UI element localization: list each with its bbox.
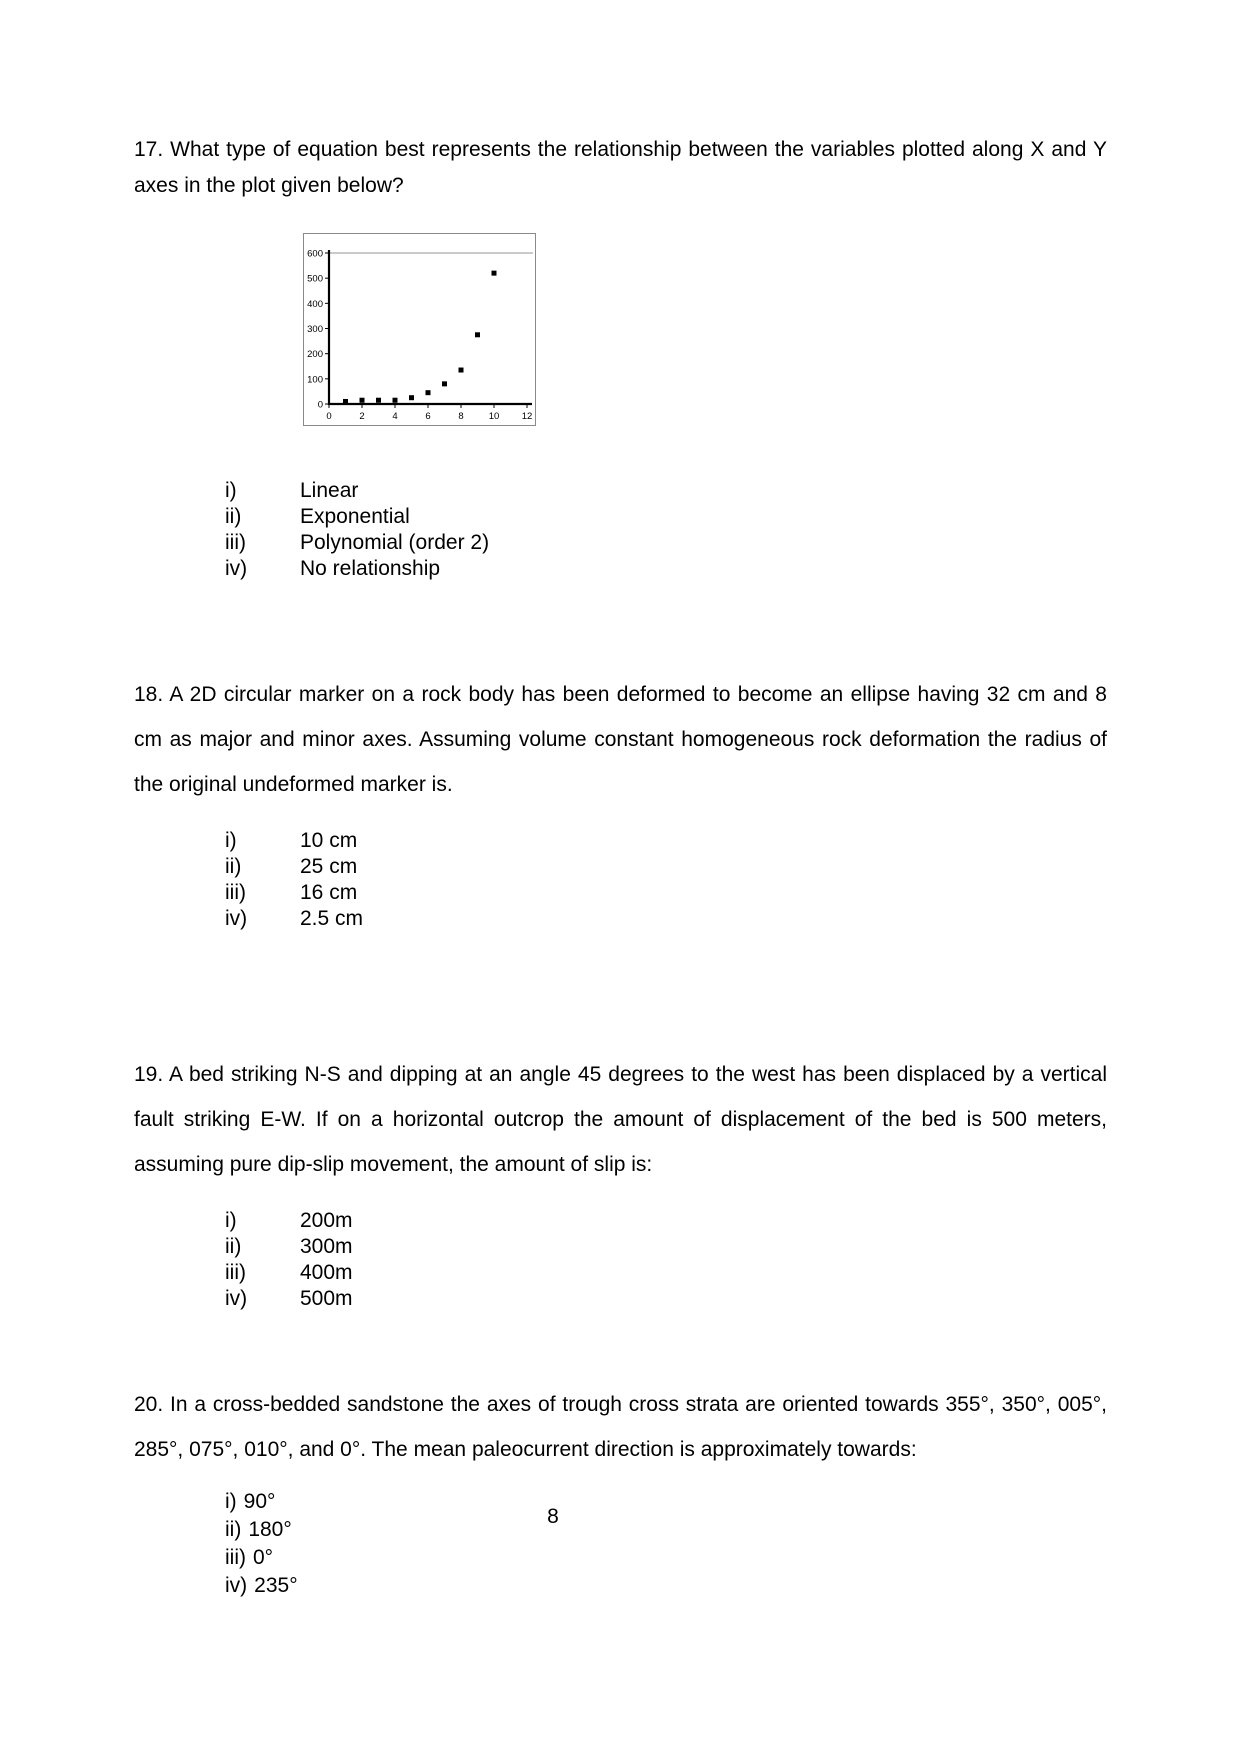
data-point (475, 332, 480, 337)
option-text: 16 cm (300, 881, 358, 904)
option-label: i) (225, 479, 237, 502)
x-tick-label: 12 (521, 411, 533, 422)
option-q20-iv (225, 1572, 298, 1600)
option-label: iv) (225, 1287, 248, 1310)
data-point (343, 399, 348, 404)
option-text: Linear (300, 479, 359, 502)
option-q20-iii (225, 1544, 298, 1572)
scatter-chart (303, 233, 536, 426)
option-label: i) (225, 829, 237, 852)
option-q19-i (225, 1208, 353, 1234)
option-label: iii) (225, 531, 246, 554)
x-tick-label: 4 (392, 411, 398, 422)
option-text: Exponential (300, 505, 410, 528)
question-18-options (225, 828, 363, 932)
option-text: 180° (248, 1518, 292, 1541)
y-tick-label: 600 (307, 248, 323, 260)
x-tick-label: 10 (488, 411, 500, 422)
option-label: iii) (225, 881, 246, 904)
option-q18-i (225, 828, 363, 854)
option-q20-i (225, 1488, 298, 1516)
option-q18-iii (225, 880, 363, 906)
option-q19-iv (225, 1286, 353, 1312)
option-text: 300m (300, 1235, 353, 1258)
y-tick-label: 100 (307, 374, 323, 386)
data-point (393, 398, 398, 403)
question-20-text: 20. In a cross-bedded sandstone the axes of trough cross strata are oriented towards 355°, 350°, 005°, 285°, 075°, 010°, and 0°. The mean paleocurrent direction is approximately towards: (134, 1393, 1107, 1461)
option-label: iv) (225, 557, 248, 580)
data-point (360, 398, 365, 403)
y-tick-label: 400 (307, 298, 323, 310)
question-18-text: 18. A 2D circular marker on a rock body has been deformed to become an ellipse having 32 cm and 8 cm as major and minor axes. Assuming volume constant homogeneous rock deformation the radius of the original undeformed marker is. (134, 683, 1107, 796)
y-tick-label: 0 (317, 399, 323, 411)
option-label: ii) (225, 505, 242, 528)
data-point (426, 390, 431, 395)
option-q17-i (225, 478, 489, 504)
y-tick-label: 300 (307, 324, 323, 335)
option-text: 10 cm (300, 829, 358, 852)
option-text: Polynomial (order 2) (300, 531, 490, 554)
x-tick-label: 0 (326, 411, 332, 422)
option-label: iv) (225, 907, 248, 930)
data-point (492, 271, 497, 276)
option-q19-ii (225, 1234, 353, 1260)
option-label: iii) (225, 1261, 246, 1284)
page-number: 8 (547, 1505, 559, 1528)
option-text: 400m (300, 1261, 353, 1284)
option-q20-ii (225, 1516, 298, 1544)
y-tick-label: 200 (307, 349, 323, 361)
x-tick-label: 2 (359, 411, 365, 422)
option-text: No relationship (300, 557, 441, 580)
data-point (376, 398, 381, 403)
question-17-text: 17. What type of equation best represents the relationship between the variables plotted along X and Y axes in the plot given below? (134, 138, 1107, 197)
x-tick-label: 6 (425, 411, 431, 422)
option-text: 500m (300, 1287, 353, 1310)
option-label: i) (225, 1209, 237, 1232)
option-q17-ii (225, 504, 489, 530)
data-point (442, 381, 447, 386)
question-20-options (225, 1488, 298, 1600)
option-label: iii) (225, 1546, 246, 1569)
option-label: ii) (225, 1518, 242, 1541)
option-q17-iii (225, 530, 489, 556)
option-label: i) (225, 1490, 237, 1513)
option-label: ii) (225, 855, 242, 878)
option-q19-iii (225, 1260, 353, 1286)
y-tick-label: 500 (307, 273, 323, 285)
question-19-text: 19. A bed striking N-S and dipping at an angle 45 degrees to the west has been displaced by a vertical fault striking E-W. If on a horizontal outcrop the amount of displacement of the bed is 500 meters, assuming pure dip-slip movement, the amount of slip is: (134, 1063, 1107, 1176)
data-point (459, 368, 464, 373)
option-text: 0° (253, 1546, 274, 1569)
option-q17-iv (225, 556, 489, 582)
option-q18-ii (225, 854, 363, 880)
option-label: iv) (225, 1574, 248, 1597)
question-17-options (225, 478, 489, 582)
x-tick-label: 8 (458, 411, 464, 422)
option-text: 200m (300, 1209, 353, 1232)
option-label: ii) (225, 1235, 242, 1258)
question-19-options (225, 1208, 353, 1312)
scatter-plot-canvas (304, 234, 535, 425)
option-text: 235° (254, 1574, 298, 1597)
option-text: 25 cm (300, 855, 358, 878)
option-q18-iv (225, 906, 363, 932)
option-text: 2.5 cm (300, 907, 364, 930)
data-point (409, 395, 414, 400)
option-text: 90° (243, 1490, 276, 1513)
